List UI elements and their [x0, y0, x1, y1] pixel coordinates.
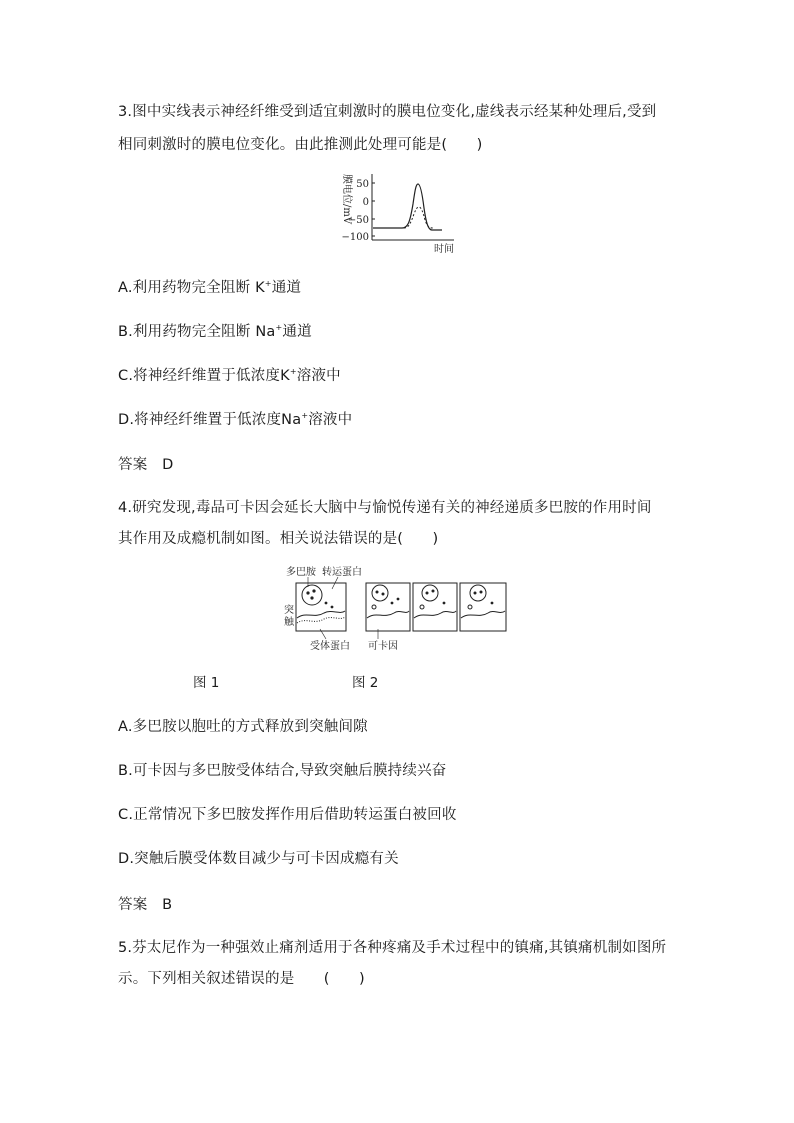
- membrane-potential-chart: [330, 170, 470, 256]
- label-dopamine: 多巴胺: [286, 567, 316, 578]
- q4-stem-line1: 4.研究发现,毒品可卡因会延长大脑中与愉悦传递有关的神经递质多巴胺的作用时间: [118, 500, 652, 516]
- label-synapse-1: 突: [284, 605, 294, 616]
- label-receptor: 受体蛋白: [310, 641, 350, 652]
- label-cocaine: 可卡因: [368, 641, 398, 652]
- chart-ylabel: 膜电位/mV: [341, 174, 352, 225]
- label-synapse-2: 触: [284, 617, 294, 628]
- q3-option-c: C.将神经纤维置于低浓度K+溶液中: [118, 367, 341, 384]
- tick-50: 50: [356, 179, 369, 190]
- synapse-figure: [280, 563, 520, 653]
- q5-stem-line2: 示。下列相关叙述错误的是 ( ): [118, 971, 365, 987]
- dashed-curve: [404, 207, 433, 228]
- tick-0: 0: [362, 197, 369, 208]
- solid-curve: [373, 184, 442, 230]
- q3-stem-line2: 相同刺激时的膜电位变化。由此推测此处理可能是( ): [118, 137, 483, 153]
- chart-xlabel: 时间: [434, 244, 454, 255]
- q4-answer: 答案 B: [118, 897, 173, 913]
- q4-option-d: D.突触后膜受体数目减少与可卡因成瘾有关: [118, 851, 399, 867]
- figure-caption-1: 图 1: [193, 675, 220, 691]
- q3-option-b: B.利用药物完全阻断 Na+通道: [118, 323, 312, 340]
- tick-minus100: −100: [341, 232, 369, 243]
- tick-minus50: −50: [347, 215, 369, 226]
- q3-option-d: D.将神经纤维置于低浓度Na+溶液中: [118, 411, 353, 428]
- q4-option-a: A.多巴胺以胞吐的方式释放到突触间隙: [118, 719, 368, 735]
- q5-stem-line1: 5.芬太尼作为一种强效止痛剂适用于各种疼痛及手术过程中的镇痛,其镇痛机制如图所: [118, 940, 667, 956]
- q4-stem-line2: 其作用及成瘾机制如图。相关说法错误的是( ): [118, 531, 439, 547]
- q4-option-b: B.可卡因与多巴胺受体结合,导致突触后膜持续兴奋: [118, 763, 447, 779]
- q3-answer: 答案 D: [118, 457, 174, 473]
- q4-option-c: C.正常情况下多巴胺发挥作用后借助转运蛋白被回收: [118, 807, 457, 823]
- panel-2c: [460, 583, 506, 631]
- label-transporter: 转运蛋白: [322, 567, 362, 578]
- q3-stem-line1: 3.图中实线表示神经纤维受到适宜刺激时的膜电位变化,虚线表示经某种处理后,受到: [118, 104, 657, 120]
- q3-option-a: A.利用药物完全阻断 K+通道: [118, 279, 302, 296]
- figure-caption-2: 图 2: [352, 675, 379, 691]
